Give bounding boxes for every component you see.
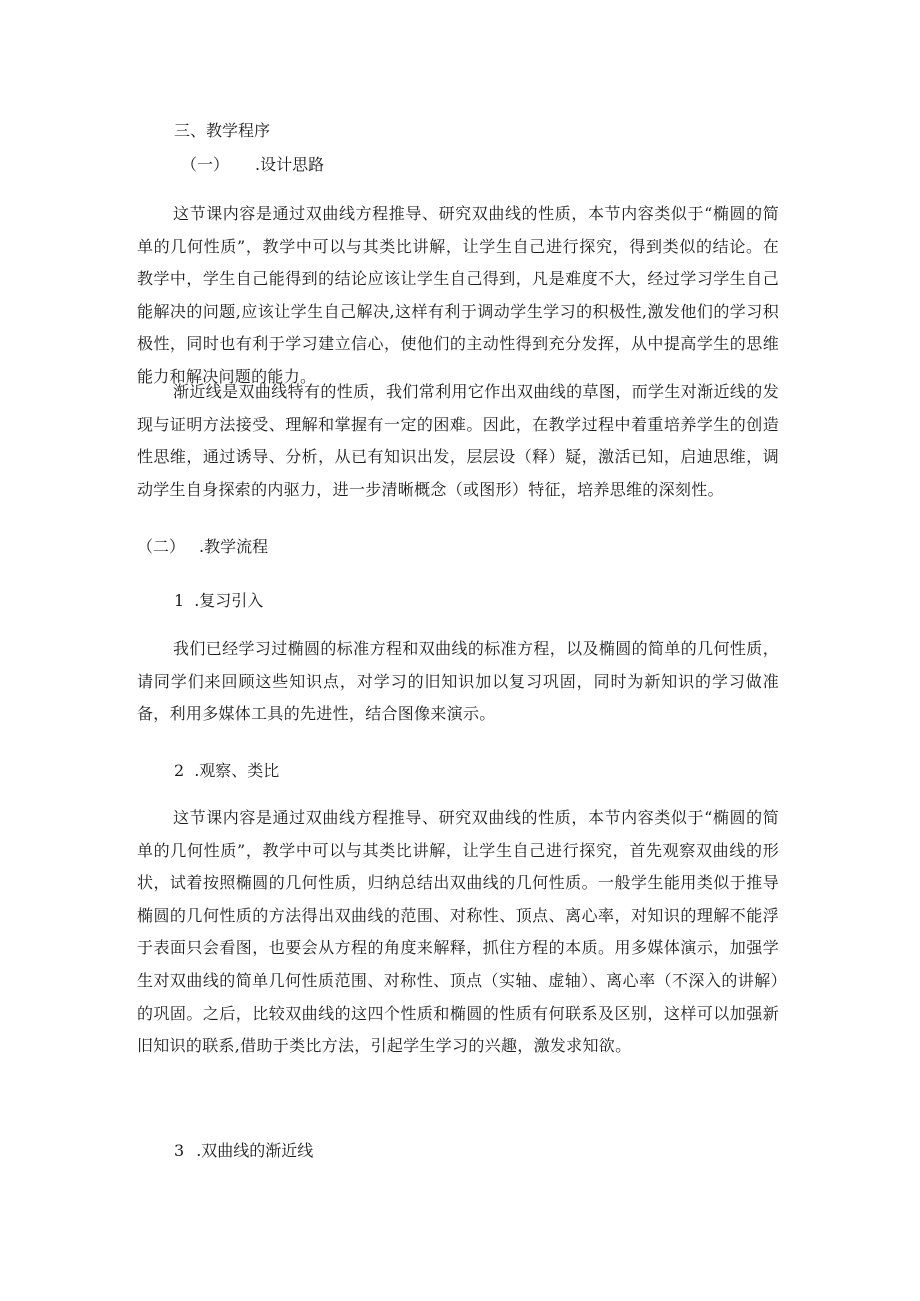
subsection-title: .设计思路 <box>255 155 325 174</box>
subsection-number: （一） <box>181 155 230 174</box>
subsection-title: .教学流程 <box>199 537 269 556</box>
paragraph-observe-analogy: 这节课内容是通过双曲线方程推导、研究双曲线的性质，本节内容类似于“椭圆的简单的几何性质”，教学中可以与其类比讲解，让学生自己进行探究，首先观察双曲线的形状，试着按照椭圆的几何性质，归纳总结出双曲线的几何性质。一般学生能用类似于推导椭圆的几何性质的方法得出双曲线的范围、对称性、顶点、离心率，对知识的理解不能浮于表面只会看图，也要会从方程的角度来解释，抓住方程的本质。用多媒体演示，加强学生对双曲线的简单几何性质范围、对称性、顶点（实轴、虚轴）、离心率（不深入的讲解）的巩固。之后，比较双曲线的这四个性质和椭圆的性质有何联系及区别，这样可以加强新旧知识的联系,借助于类比方法，引起学生学习的兴趣，激发求知欲。 <box>137 808 779 1056</box>
step-number: 3 <box>174 1141 185 1160</box>
step-title: .双曲线的渐近线 <box>196 1141 314 1160</box>
step-heading-asymptote <box>174 1141 313 1161</box>
section-title: 三、教学程序 <box>174 121 271 140</box>
subsection-number: （二） <box>137 537 186 556</box>
subsection-heading-flow <box>137 537 268 557</box>
step-heading-review <box>174 591 263 611</box>
paragraph-asymptote-intro: 渐近线是双曲线特有的性质，我们常利用它作出双曲线的草图，而学生对渐近线的发现与证明方法接受、理解和掌握有一定的困难。因此，在教学过程中着重培养学生的创造性思维，通过诱导、分析，从已有知识出发，层层设（释）疑，激活已知，启迪思维，调动学生自身探索的内驱力，进一步清晰概念（或图形）特征，培养思维的深刻性。 <box>137 382 779 499</box>
step-title: .复习引入 <box>194 591 264 610</box>
paragraph-design-idea: 这节课内容是通过双曲线方程推导、研究双曲线的性质，本节内容类似于“椭圆的简单的几何性质”，教学中可以与其类比讲解，让学生自己进行探究，得到类似的结论。在教学中，学生自己能得到的结论应该让学生自己得到，凡是难度不大，经过学习学生自己能解决的问题,应该让学生自己解决,这样有利于调动学生学习的积极性,激发他们的学习积极性，同时也有利于学习建立信心，使他们的主动性得到充分发挥，从中提高学生的思维能力和解决问题的能力。 <box>137 204 779 386</box>
step-title: .观察、类比 <box>194 761 280 780</box>
step-number: 1 <box>174 591 185 610</box>
subsection-heading-design <box>181 155 324 175</box>
step-number: 2 <box>174 761 185 780</box>
step-heading-observe <box>174 761 279 781</box>
paragraph-review: 我们已经学习过椭圆的标准方程和双曲线的标准方程，以及椭圆的简单的几何性质，请同学们来回顾这些知识点，对学习的旧知识加以复习巩固，同时为新知识的学习做准备，利用多媒体工具的先进性，结合图像来演示。 <box>137 639 779 724</box>
